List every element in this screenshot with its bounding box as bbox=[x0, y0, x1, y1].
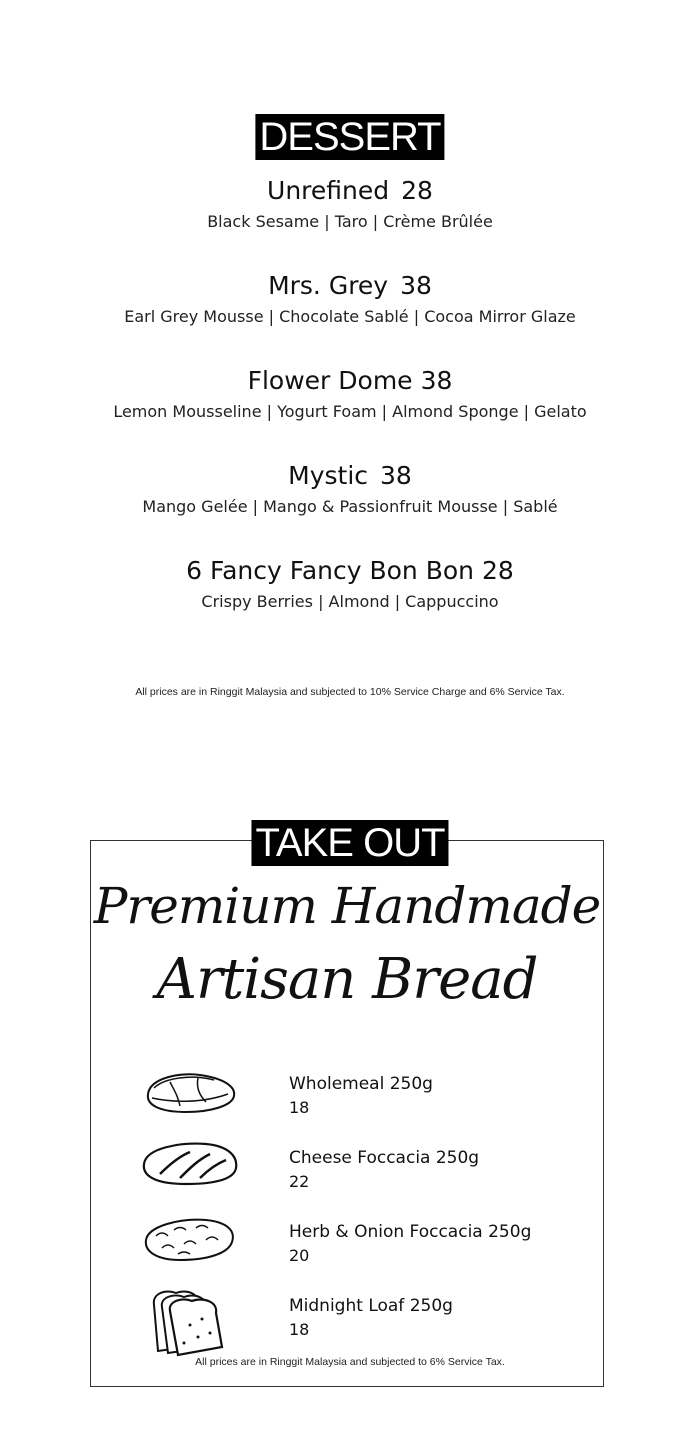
item-price: 28 bbox=[482, 556, 514, 585]
menu-item bbox=[0, 457, 700, 552]
item-title bbox=[0, 457, 700, 495]
menu-item bbox=[0, 552, 700, 647]
item-name: Unrefined bbox=[267, 176, 390, 205]
bread-text bbox=[289, 1220, 531, 1268]
bread-price: 18 bbox=[289, 1320, 310, 1339]
list-item bbox=[140, 1066, 580, 1140]
bread-name: Cheese Foccacia 250g bbox=[289, 1148, 480, 1168]
item-description: Black Sesame | Taro | Crème Brûlée bbox=[207, 212, 493, 231]
wholemeal-loaf-icon bbox=[140, 1066, 240, 1136]
bread-text bbox=[289, 1294, 453, 1342]
bread-text bbox=[289, 1072, 433, 1120]
item-title bbox=[0, 172, 700, 210]
bread-price: 22 bbox=[289, 1172, 310, 1191]
script-title-line1: Premium Handmade bbox=[93, 877, 601, 935]
item-price: 38 bbox=[380, 461, 412, 490]
bread-price: 20 bbox=[289, 1246, 310, 1265]
item-price: 28 bbox=[401, 176, 433, 205]
item-title bbox=[0, 362, 700, 400]
list-item bbox=[140, 1214, 580, 1288]
item-description: Crispy Berries | Almond | Cappuccino bbox=[201, 592, 499, 611]
takeout-heading: TAKE OUT bbox=[251, 820, 448, 866]
bread-price: 18 bbox=[289, 1098, 310, 1117]
menu-item bbox=[0, 362, 700, 457]
item-price: 38 bbox=[400, 271, 432, 300]
dessert-heading: DESSERT bbox=[255, 114, 444, 160]
dessert-menu-list bbox=[0, 172, 700, 647]
bread-name: Midnight Loaf 250g bbox=[289, 1296, 453, 1316]
list-item bbox=[140, 1140, 580, 1214]
bread-name: Herb & Onion Foccacia 250g bbox=[289, 1222, 532, 1242]
sliced-bread-icon bbox=[140, 1282, 240, 1358]
takeout-price-note: All prices are in Ringgit Malaysia and subjected to 6% Service Tax. bbox=[195, 1356, 505, 1368]
item-title bbox=[0, 267, 700, 305]
dessert-price-note: All prices are in Ringgit Malaysia and subjected to 10% Service Charge and 6% Service Tax. bbox=[135, 686, 565, 698]
script-title-line2: Artisan Bread bbox=[156, 947, 538, 1012]
item-title bbox=[0, 552, 700, 590]
bread-text bbox=[289, 1146, 479, 1194]
item-description: Lemon Mousseline | Yogurt Foam | Almond Sponge | Gelato bbox=[113, 402, 587, 421]
bread-list bbox=[140, 1066, 580, 1362]
baguette-loaf-icon bbox=[140, 1140, 240, 1210]
bread-name: Wholemeal 250g bbox=[289, 1074, 433, 1094]
item-name: Mystic bbox=[288, 461, 369, 490]
menu-item bbox=[0, 267, 700, 362]
item-price: 38 bbox=[420, 366, 453, 395]
item-name: Mrs. Grey bbox=[268, 271, 389, 300]
item-description: Earl Grey Mousse | Chocolate Sablé | Cocoa Mirror Glaze bbox=[124, 307, 576, 326]
item-description: Mango Gelée | Mango & Passionfruit Mousse | Sablé bbox=[142, 497, 558, 516]
item-name: 6 Fancy Fancy Bon Bon bbox=[186, 556, 475, 585]
menu-item bbox=[0, 172, 700, 267]
item-name: Flower Dome bbox=[247, 366, 413, 395]
script-title bbox=[90, 870, 604, 1018]
list-item bbox=[140, 1288, 580, 1362]
foccacia-icon bbox=[140, 1214, 240, 1284]
